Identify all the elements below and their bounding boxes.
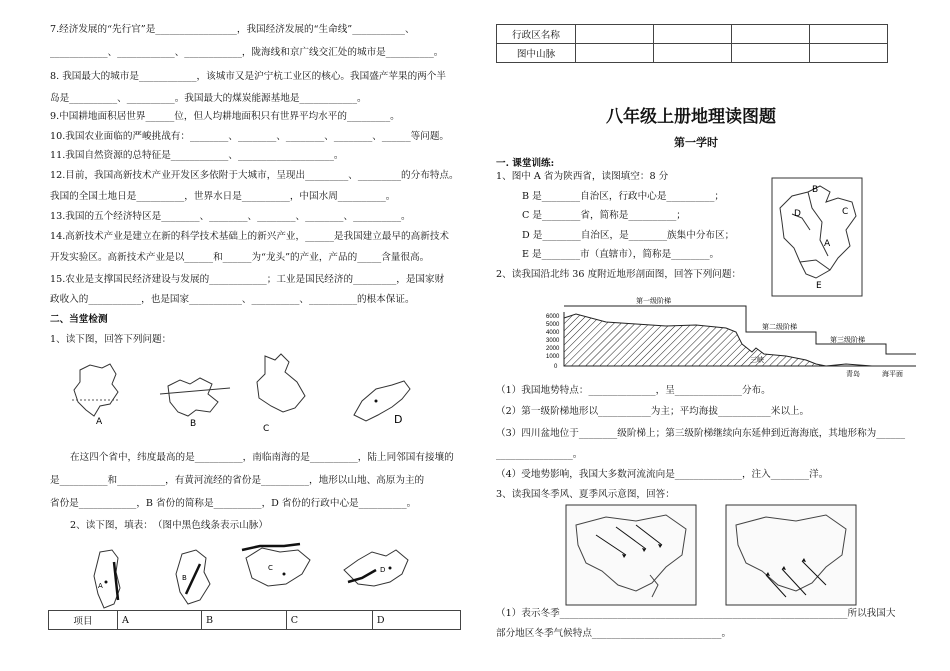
map2-label-b: B (182, 574, 187, 582)
shaanxi-region-map (772, 178, 862, 296)
q1-answer-line1: 在这四个省中，纬度最高的是__________，南临南海的是__________，陆上同邻国有接壤的 (70, 452, 454, 463)
step2-label: 第二级阶梯 (762, 323, 797, 331)
q2-prompt: 2、读下图，填表： （图中黑色线条表示山脉） (70, 520, 268, 531)
q3-answer-1: （1）表示冬季____________________________________________________________所以我国大 (496, 608, 896, 619)
table-cell: 行政区名称 (497, 25, 576, 44)
q3-answer-2: 部分地区冬季气候特点___________________________。 (496, 628, 732, 639)
q8-line2: 岛是__________、__________。我国最大的煤炭能源基地是____________。 (50, 93, 367, 104)
table-cell[interactable] (576, 25, 654, 44)
table-cell[interactable] (654, 44, 732, 63)
map-label-c: C (263, 424, 270, 434)
q2-prompt-right: 2、读我国沿北纬 36 度附近地形剖面图，回答下列问题： (496, 269, 742, 280)
q1-prompt: 1、读下图，回答下列问题： (50, 334, 172, 345)
region-label-a: A (824, 239, 831, 249)
qingdao-label: 青岛 (846, 370, 860, 378)
q1-line-c: C 是________省，简称是__________； (522, 210, 686, 221)
table-header-c: C (286, 611, 372, 630)
table-cell[interactable] (810, 25, 888, 44)
table-cell[interactable] (810, 44, 888, 63)
q2-answer-2: （2）第一级阶梯地形以___________为主；平均海拔___________米以上。 (496, 406, 810, 417)
q8-line1: 8. 我国最大的城市是____________，该城市又是沪宁杭工业区的核心。我国盛产苹果的两个半 (50, 71, 446, 82)
table-cell[interactable] (732, 44, 810, 63)
sea-level-label: 海平面 (882, 370, 903, 378)
section1-heading: 一. 课堂训练: (496, 158, 555, 169)
table-header-d: D (372, 611, 460, 630)
q2-answer-3: （3）四川盆地位于________级阶梯上；第三级阶梯继续向东延伸到近海海底，其地形称为______ (496, 428, 906, 439)
q2-table (48, 610, 461, 630)
page-title: 八年级上册地理读图题 (606, 107, 776, 127)
winter-monsoon-map (566, 505, 696, 605)
q2-answer-3b: ________________。 (496, 449, 583, 460)
province-map-d (348, 375, 418, 430)
q2-answer-1: （1）我国地势特点：______________，呈______________分布。 (496, 385, 771, 396)
map2-label-d: D (380, 566, 386, 574)
q9-line: 9.中国耕地面积居世界______位，但人均耕地面积只有世界平均水平的_________。 (50, 111, 400, 122)
section2-heading: 二、当堂检测 (50, 314, 108, 325)
province-map-a (72, 360, 122, 425)
province-map2-d (340, 546, 415, 596)
y-tick: 3000 (546, 338, 560, 344)
q1-prompt-right: 1、图中 A 省为陕西省，读图填空：8 分 (496, 171, 669, 182)
q1-line-b: B 是________自治区，行政中心是__________； (522, 191, 724, 202)
q14-line1: 14.高新技术产业是建立在新的科学技术基础上的新兴产业，______是我国建立最早的高新技术 (50, 231, 450, 242)
q14-line2: 开发实验区。高新技术产业是以______和______为“龙头”的产业，产品的_____含量很高。 (50, 252, 430, 263)
y-tick: 6000 (546, 314, 560, 320)
table-cell[interactable] (732, 25, 810, 44)
y-tick: 5000 (546, 322, 560, 328)
terrain-profile (546, 292, 916, 376)
q7-line1: 7.经济发展的“先行官”是_________________，我国经济发展的“生命线”___________、 (50, 24, 415, 35)
y-tick: 1000 (546, 354, 560, 360)
province-map2-b (170, 548, 220, 610)
region-label-c: C (842, 207, 849, 217)
y-tick: 2000 (546, 346, 560, 352)
table-header-item: 项目 (49, 611, 118, 630)
q7-line2: ____________、____________、____________，陇海线和京广线交汇处的城市是__________。 (50, 47, 444, 58)
q11-line: 11.我国自然资源的总特征是____________、____________________。 (50, 150, 344, 161)
y-tick: 4000 (546, 330, 560, 336)
table-cell[interactable] (654, 25, 732, 44)
map2-label-a: A (98, 582, 103, 590)
table-row (497, 25, 888, 44)
map-label-a: A (96, 417, 103, 427)
province-map2-a (90, 548, 130, 610)
page-subtitle: 第一学时 (674, 136, 718, 149)
table-header-b: B (202, 611, 287, 630)
province-map-b (160, 372, 230, 427)
map-label-d: D (394, 413, 403, 426)
region-label-e: E (816, 281, 822, 291)
table-header-a: A (118, 611, 202, 630)
table-cell[interactable] (576, 44, 654, 63)
step3-label: 第三级阶梯 (830, 336, 865, 344)
q1-answer-line3: 省份是____________，B 省份的简称是__________，D 省份的行政中心是__________。 (50, 498, 417, 509)
map2-label-c: C (268, 564, 273, 572)
y-tick: 0 (554, 364, 558, 370)
step1-label: 第一级阶梯 (636, 297, 671, 305)
map-label-b: B (190, 419, 197, 429)
q1-line-e: E 是________市（直辖市），简称是________。 (522, 249, 720, 260)
table-row (49, 611, 461, 630)
table-cell: 图中山脉 (497, 44, 576, 63)
region-label-d: D (794, 209, 801, 219)
q2-answer-4: （4）受地势影响，我国大多数河流流向是______________，注入________洋。 (496, 469, 829, 480)
q3-prompt-right: 3、读我国冬季风、夏季风示意图，回答： (496, 489, 675, 500)
province-map-c (245, 352, 315, 432)
summer-monsoon-map (726, 505, 856, 605)
top-table (496, 24, 888, 63)
sanxia-label: 三峡 (750, 356, 764, 364)
q12-line2: 我国的全国土地日是__________，世界水日是__________，中国水周__________。 (50, 191, 396, 202)
province-map2-c (240, 544, 315, 592)
q1-line-d: D 是________自治区，是________族集中分布区； (522, 230, 735, 241)
q13-line: 13.我国的五个经济特区是________、________、________、________、__________。 (50, 211, 411, 222)
q15-line1: 15.农业是支撑国民经济建设与发展的____________；工业是国民经济的_________，是国家财 (50, 274, 445, 285)
q15-line2: 政收入的___________，也是国家___________、__________、__________的根本保证。 (50, 294, 415, 305)
q10-line: 10.我国农业面临的严峻挑战有：________、________、________、________、______等问题。 (50, 131, 450, 142)
q1-answer-line2: 是__________和__________，有黄河流经的省份是__________，地形以山地、高原为主的 (50, 475, 425, 486)
region-label-b: B (812, 185, 819, 195)
q12-line1: 12.目前，我国高新技术产业开发区多依附于大城市，呈现出_________、_________的分布特点。 (50, 170, 459, 181)
table-row (497, 44, 888, 63)
